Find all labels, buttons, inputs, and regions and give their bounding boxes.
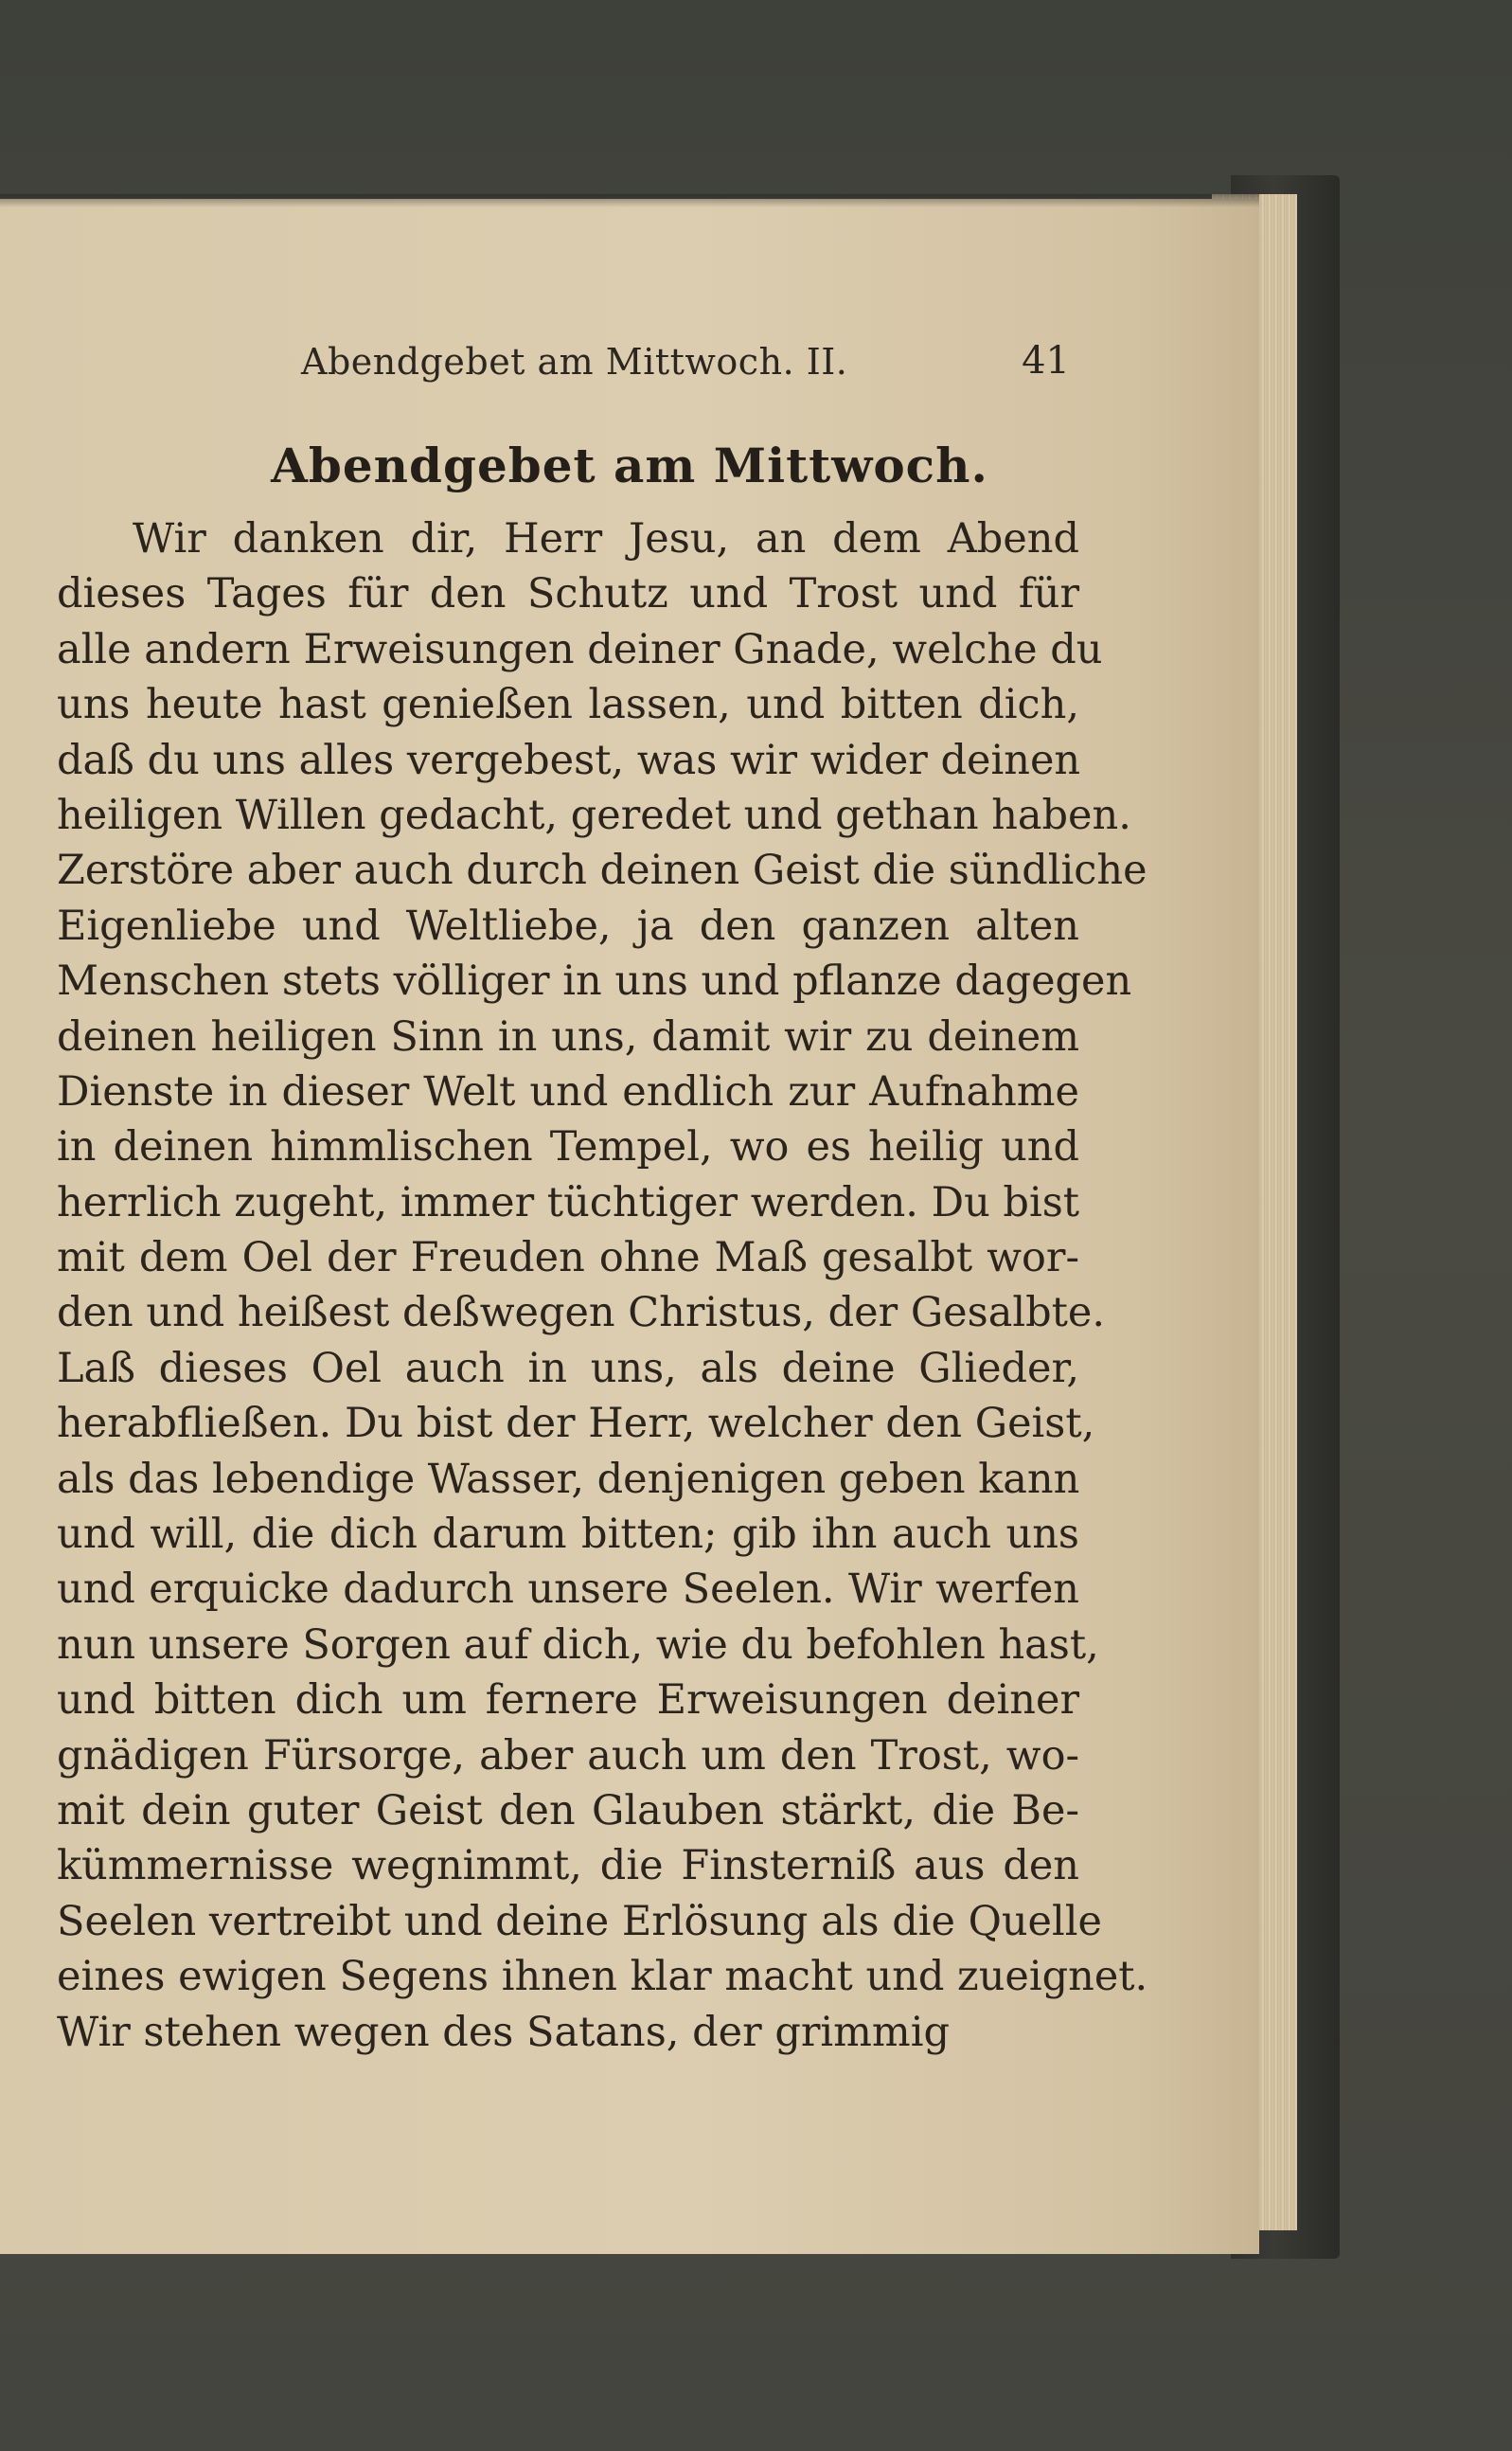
text-line: gnädigen Fürsorge, aber auch um den Trost, wo-: [57, 1731, 1079, 1780]
text-line: als das lebendige Wasser, denjenigen geben kann: [57, 1455, 1080, 1503]
text-line: herabfließen. Du bist der Herr, welcher den Geist,: [57, 1400, 1095, 1448]
text-line: heiligen Willen gedacht, geredet und gethan haben.: [57, 791, 1131, 839]
text-line: mit dem Oel der Freuden ohne Maß gesalbt wor-: [57, 1234, 1079, 1282]
page-number: 41: [1022, 339, 1070, 383]
text-line: Wir danken dir, Herr Jesu, an dem Abend: [133, 515, 1079, 563]
text-line: daß du uns alles vergebest, was wir wider deinen: [57, 736, 1081, 784]
text-line: dieses Tages für den Schutz und Trost und für: [57, 570, 1079, 618]
text-line: Laß dieses Oel auch in uns, als deine Glieder,: [57, 1344, 1079, 1392]
text-line: nun unsere Sorgen auf dich, wie du befohlen hast,: [57, 1620, 1099, 1669]
prayer-text: [57, 511, 1148, 2060]
text-line: herrlich zugeht, immer tüchtiger werden. Du bist: [57, 1178, 1080, 1226]
text-line: Dienste in dieser Welt und endlich zur Aufnahme: [57, 1067, 1079, 1116]
text-line: uns heute hast genießen lassen, und bitten dich,: [57, 681, 1079, 729]
text-line: mit dein guter Geist den Glauben stärkt, die Be-: [57, 1786, 1079, 1834]
text-line: Wir stehen wegen des Satans, der grimmig: [57, 2008, 950, 2056]
text-line: den und heißest deßwegen Christus, der Gesalbte.: [57, 1289, 1105, 1337]
text-line: deinen heiligen Sinn in uns, damit wir zu deinem: [57, 1012, 1079, 1061]
text-line: eines ewigen Segens ihnen klar macht und zueignet.: [57, 1953, 1148, 2001]
text-line: Seelen vertreibt und deine Erlösung als die Quelle: [57, 1897, 1102, 1945]
text-line: und erquicke dadurch unsere Seelen. Wir werfen: [57, 1565, 1079, 1614]
text-line: Zerstöre aber auch durch deinen Geist die sündliche: [57, 847, 1147, 895]
text-line: und bitten dich um fernere Erweisungen deiner: [57, 1676, 1079, 1725]
text-line: Eigenliebe und Weltliebe, ja den ganzen alten: [57, 902, 1079, 950]
text-line: Menschen stets völliger in uns und pflanze dagegen: [57, 957, 1132, 1006]
text-line: alle andern Erweisungen deiner Gnade, welche du: [57, 625, 1103, 673]
text-line: und will, die dich darum bitten; gib ihn auch uns: [57, 1511, 1079, 1559]
running-head: [301, 333, 1070, 390]
text-line: kümmernisse wegnimmt, die Finsterniß aus den: [57, 1842, 1079, 1890]
page-top-shadow: [0, 194, 1259, 207]
text-line: in deinen himmlischen Tempel, wo es heilig und: [57, 1123, 1079, 1172]
prayer-heading: Abendgebet am Mittwoch.: [271, 438, 988, 493]
running-title: Abendgebet am Mittwoch. II.: [301, 341, 848, 383]
